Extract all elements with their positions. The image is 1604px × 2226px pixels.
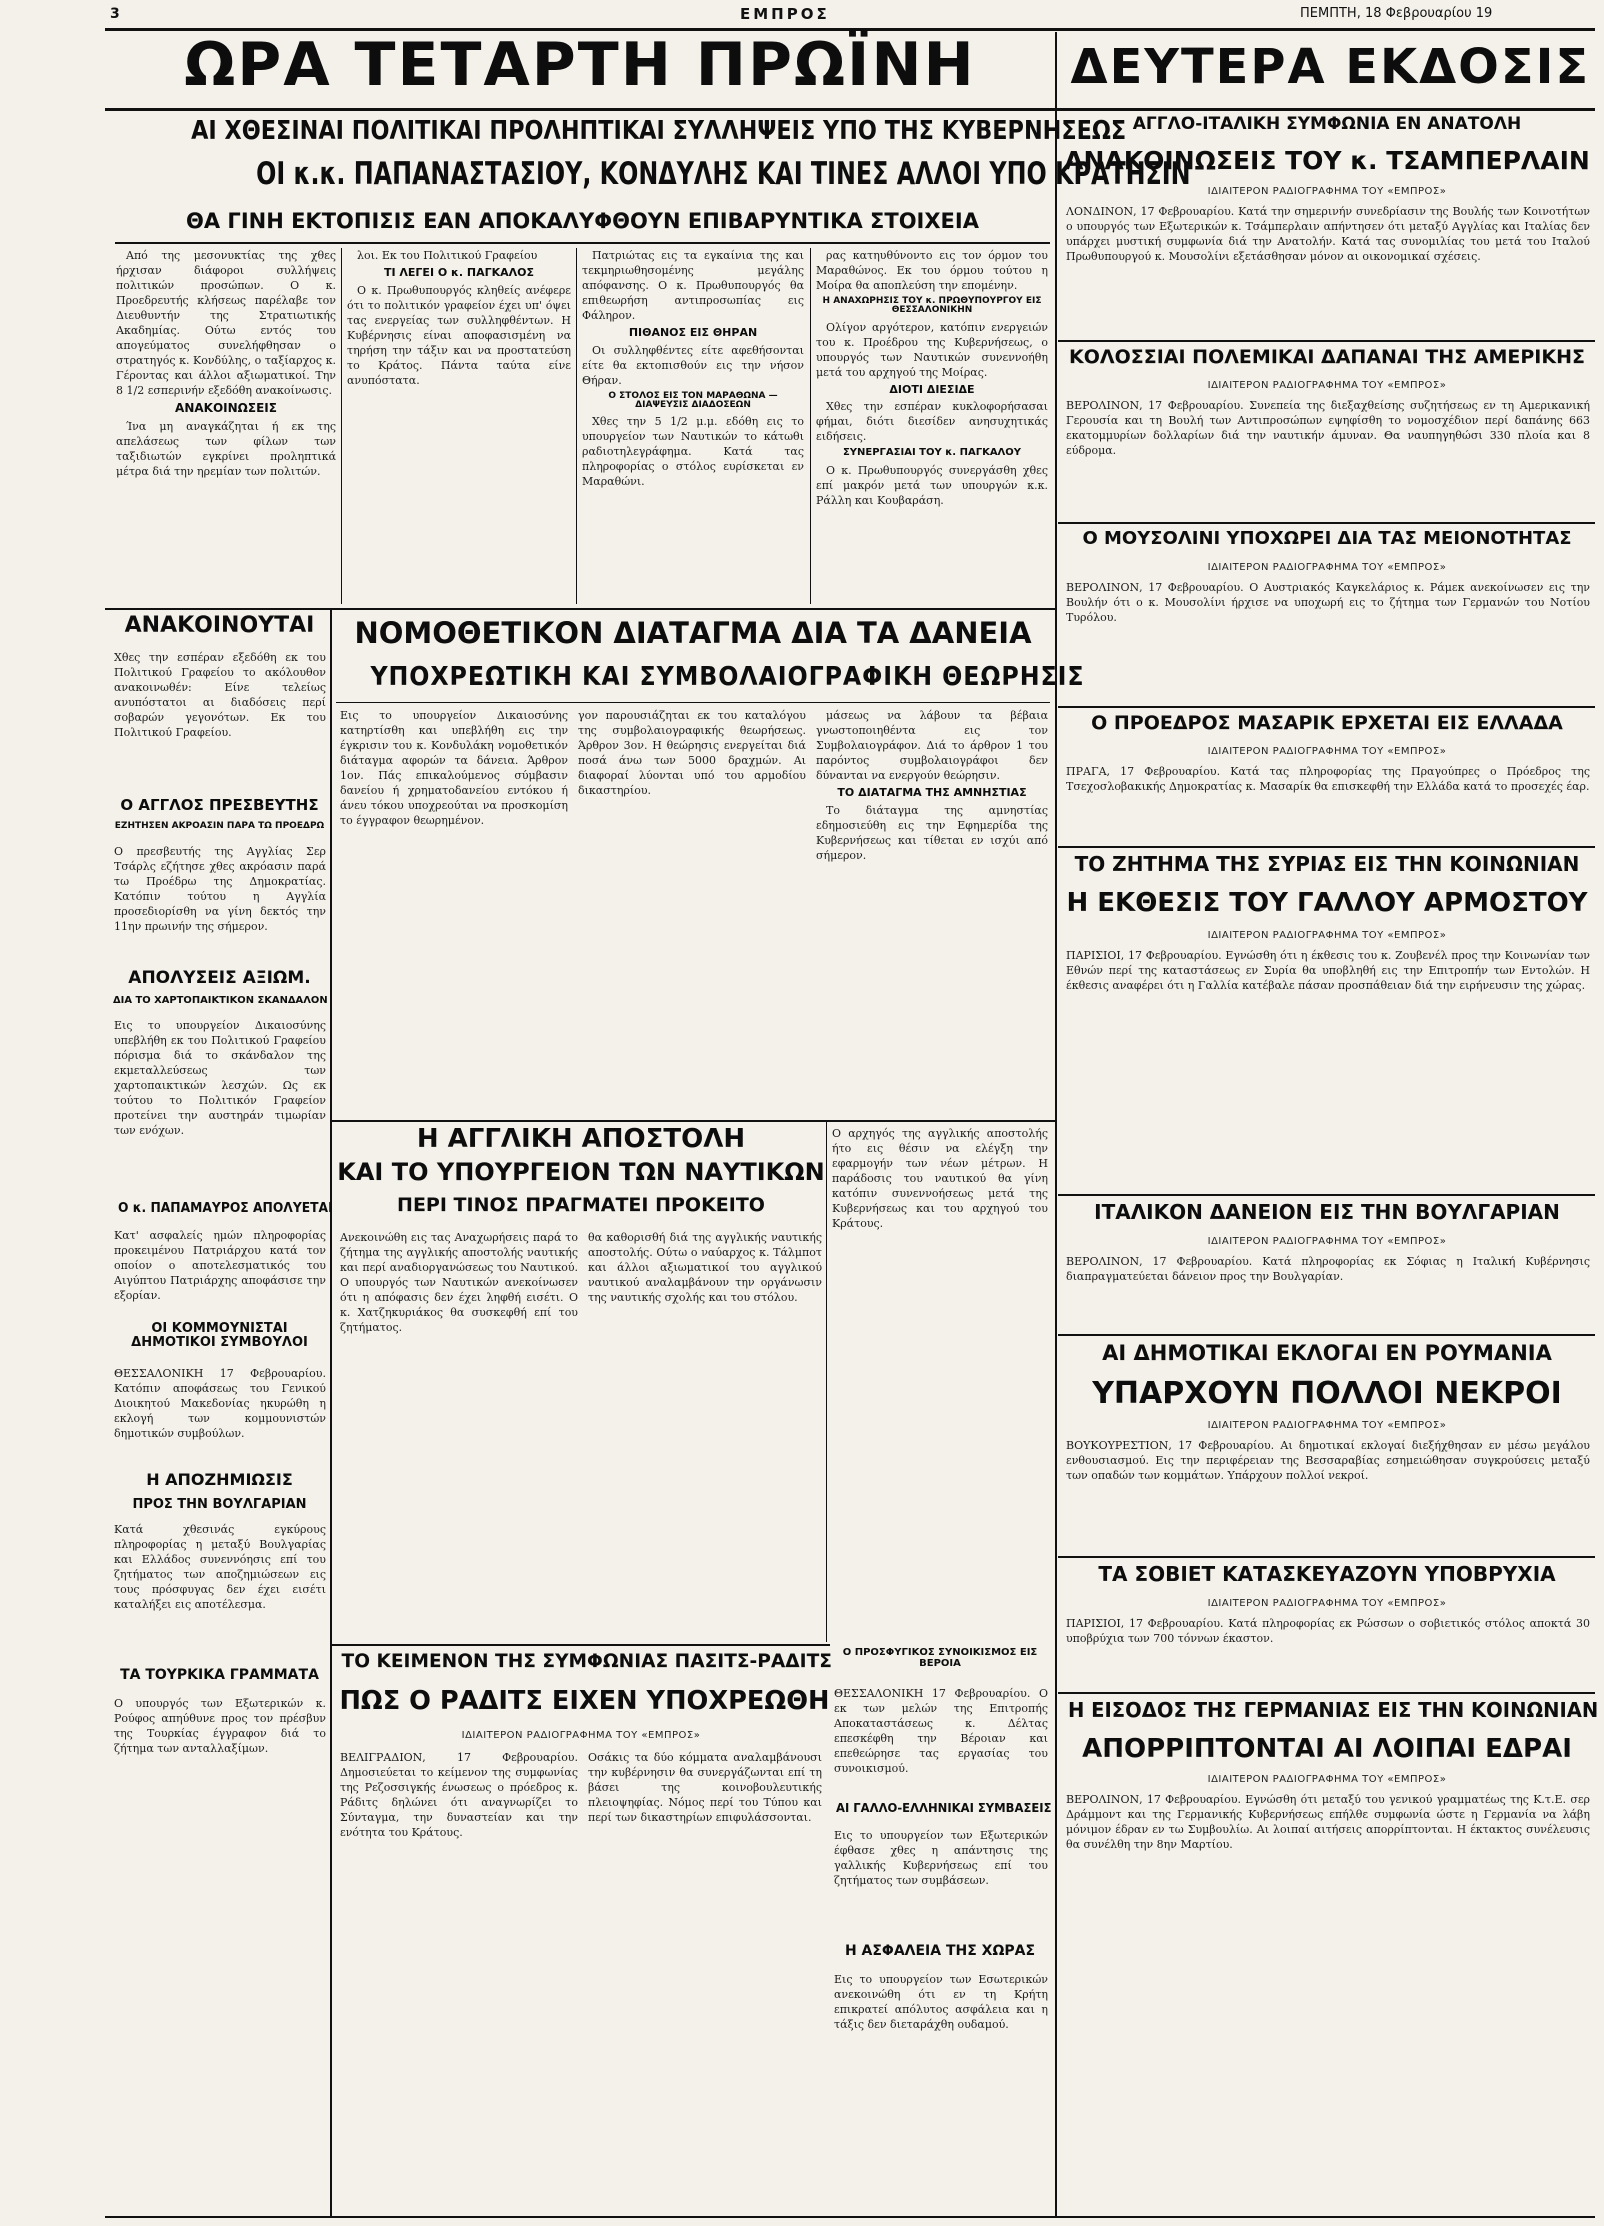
mousolini-headline: Ο ΜΟΥΣΟΛΙΝΙ ΥΠΟΧΩΡΕΙ ΔΙΑ ΤΑΣ ΜΕΙΟΝΟΤΗΤΑΣ xyxy=(1082,528,1572,549)
asfaleia-body: Εις το υπουργείον των Εσωτερικών ανεκοινώθη ότι εν τη Κρήτη επικρατεί απόλυτος ασφάλεια και η τάξις δεν διεταράχθη ουδαμού. xyxy=(834,1973,1048,2031)
ypovrychia-subhead: ΙΔΙΑΙΤΕΡΟΝ ΡΑΔΙΟΓΡΑΦΗΜΑ ΤΟΥ «ΕΜΠΡΟΣ» xyxy=(1207,1598,1447,1609)
arrests-col-4d-text: Ο κ. Πρωθυπουργός συνεργάσθη χθες επί μακρόν μετά των υπουργών κ.κ. Ράλλη και Κουβαράση. xyxy=(816,463,1048,507)
section-rule xyxy=(1058,340,1595,342)
arrests-col-3b-text: Οι συλληφθέντες είτε αφεθήσονται είτε θα εκτοπισθούν εις την νήσον Θήραν. xyxy=(582,343,804,387)
masarik-headline: Ο ΠΡΟΕΔΡΟΣ ΜΑΣΑΡΙΚ ΕΡΧΕΤΑΙ ΕΙΣ ΕΛΛΑΔΑ xyxy=(1091,712,1563,734)
kommounistai-body: ΘΕΣΣΑΛΟΝΙΚΗ 17 Φεβρουαρίου. Κατόπιν αποφάσεως του Γενικού Διοικητού Μακεδονίας ηκυρώθη η εκλογή των κομμουνιστών δημοτικών συμβούλων. xyxy=(114,1367,326,1440)
arrests-col-2b-text: Ο κ. Πρωθυπουργός κληθείς ανέφερε ότι το πολιτικόν γραφείον έχει υπ' όψει τας ενεργείας των συλληφθέντων. Η Κυβέρνησις είναι αποφασισμένη να τηρήση την τάξιν και να προστατεύση το Κράτος. Πάντα ταύτα είνε ανυπόστατα. xyxy=(347,283,571,387)
arrests-col-1-text: Από της μεσονυκτίας της χθες ήρχισαν διάφοροι συλλήψεις πολιτικών προσώπων. Ο κ. Προεδρευτής κλήσεως παρέλαβε τον Διευθυντήν της Στρατιωτικής Ακαδημίας. Ούτω εντός του απογεύματος συνελήφθησαν ο στρατηγός κ. Κονδύλης, ο ταξίαρχος κ. Γέροντας και άλλοι αξιωματικοί. Την 8 1/2 εσπερινήν εξεδόθη ανακοίνωσις. xyxy=(116,249,336,397)
arrests-col-3-subhead-1: ΠΙΘΑΝΟΣ ΕΙΣ ΘΗΡΑΝ xyxy=(628,326,758,339)
arrests-headline-2: ΟΙ κ.κ. ΠΑΠΑΝΑΣΤΑΣΙΟΥ, ΚΟΝΔΥΛΗΣ ΚΑΙ ΤΙΝΕΣ ΑΛΛΟΙ ΥΠΟ ΚΡΑΤΗΣΙΝ xyxy=(256,156,1191,192)
voulgaria-body: ΒΕΡΟΛΙΝΟΝ, 17 Φεβρουαρίου. Κατά πληροφορίας εκ Σόφιας η Ιταλική Κυβέρνησις διαπραγματεύεται δάνειον προς την Βουλγαρίαν. xyxy=(1066,1255,1590,1283)
asfaleia-headline: Η ΑΣΦΑΛΕΙΑ ΤΗΣ ΧΩΡΑΣ xyxy=(844,1943,1036,1959)
agglos-body: Ο πρεσβευτής της Αγγλίας Σερ Τσάρλς εζήτησε χθες ακρόασιν παρά τω Προέδρω της Δημοκρατίας. Κατόπιν τούτου η Αγγλία προσεδιορίσθη να γίνη δεκτός την 11ην πρωινήν της σήμερον. xyxy=(114,845,326,933)
amerikis-headline: ΚΟΛΟΣΣΙΑΙ ΠΟΛΕΜΙΚΑΙ ΔΑΠΑΝΑΙ ΤΗΣ ΑΜΕΡΙΚΗΣ xyxy=(1069,346,1585,368)
col-divider xyxy=(341,248,342,604)
ypovrychia-headline: ΤΑ ΣΟΒΙΕΤ ΚΑΤΑΣΚΕΥΑΖΟΥΝ ΥΠΟΒΡΥΧΙΑ xyxy=(1098,1562,1556,1586)
daneia-rule xyxy=(336,702,1050,703)
section-rule xyxy=(1058,522,1595,524)
arrests-col-1-subhead: ΑΝΑΚΟΙΝΩΣΕΙΣ xyxy=(175,401,277,415)
arrests-col-3 xyxy=(582,248,804,604)
col-divider xyxy=(826,1122,827,1642)
daneia-col-3-subhead: ΤΟ ΔΙΑΤΑΓΜΑ ΤΗΣ ΑΜΝΗΣΤΙΑΣ xyxy=(837,786,1027,799)
germania-headline-1: Η ΕΙΣΟΔΟΣ ΤΗΣ ΓΕΡΜΑΝΙΑΣ ΕΙΣ ΤΗΝ ΚΟΙΝΩΝΙΑΝ xyxy=(1067,1698,1599,1722)
section-rule xyxy=(330,1644,830,1646)
anatoli-subhead: ΙΔΙΑΙΤΕΡΟΝ ΡΑΔΙΟΓΡΑΦΗΜΑ ΤΟΥ «ΕΜΠΡΟΣ» xyxy=(1207,186,1447,197)
germania-subhead: ΙΔΙΑΙΤΕΡΟΝ ΡΑΔΙΟΓΡΑΦΗΜΑ ΤΟΥ «ΕΜΠΡΟΣ» xyxy=(1207,1774,1447,1785)
masarik-subhead: ΙΔΙΑΙΤΕΡΟΝ ΡΑΔΙΟΓΡΑΦΗΜΑ ΤΟΥ «ΕΜΠΡΟΣ» xyxy=(1207,746,1447,757)
section-rule xyxy=(1058,846,1595,848)
pasits-col-2: Οσάκις τα δύο κόμματα αναλαμβάνουσι την κυβέρνησιν θα συνεργάζωνται επί τη βάσει της κοινοβουλευτικής πλειοψηφίας. Νόμος περί του Τύπου και περί των δικαστηρίων επιφυλάσσονται. xyxy=(588,1751,822,1824)
papamavros-body: Κατ' ασφαλείς ημών πληροφορίας προκειμένου Πατριάρχου κατά τον οποίον ο αποτελεσματικός του Αιγύπτου Πατριάρχης αποφάσισε την εξορίαν. xyxy=(114,1229,326,1302)
apostoli-headline-1: Η ΑΓΓΛΙΚΗ ΑΠΟΣΤΟΛΗ xyxy=(416,1124,746,1154)
apostoli-headline-3: ΠΕΡΙ ΤΙΝΟΣ ΠΡΑΓΜΑΤΕΙ ΠΡΟΚΕΙΤΟ xyxy=(397,1194,765,1216)
apostoli-col-3: Ο αρχηγός της αγγλικής αποστολής ήτο εις θέσιν να ελέγξη την εφαρμογήν των νέων μέτρων. Η παράδοσις του ναυτικού θα γίνη κατόπιν συνεννοήσεως μετά της Κυβερνήσεως και του αρχηγού του Κράτους. xyxy=(832,1127,1048,1230)
anakoinothen-body: Χθες την εσπέραν εξεδόθη εκ του Πολιτικού Γραφείου το ακόλουθον ανακοινωθέν: Είνε τελείως ανυπόστατοι αι διαδόσεις περί σοβαρών γεγονότων. Εκ του Πολιτικού Γραφείου. xyxy=(114,651,326,739)
edition-divider xyxy=(1055,32,1057,2218)
page-bottom-rule xyxy=(105,2216,1595,2218)
apozimioseis-body: Κατά χθεσινάς εγκύρους πληροφορίας η μεταξύ Βουλγαρίας και Ελλάδος συνεννόησις επί του ζητήματος των αποζημιώσεων εις τους πρόσφυγας δεν έχει εισέτι καταλήξει εις αποτέλεσμα. xyxy=(114,1523,326,1611)
banner-right: ΔΕΥΤΕΡΑ ΕΚΔΟΣΙΣ xyxy=(1070,39,1591,95)
anatoli-headline-2: ΑΝΑΚΟΙΝΩΣΕΙΣ ΤΟΥ κ. ΤΣΑΜΠΕΡΛΑΙΝ xyxy=(1064,146,1590,175)
roumania-headline-2: ΥΠΑΡΧΟΥΝ ΠΟΛΛΟΙ ΝΕΚΡΟΙ xyxy=(1092,1376,1562,1411)
section-rule xyxy=(1058,1334,1595,1336)
masarik-body: ΠΡΑΓΑ, 17 Φεβρουαρίου. Κατά τας πληροφορίας της Πραγούπρες ο Πρόεδρος της Τσεχοσλοβακικής Δημοκρατίας κ. Μασαρίκ θα επισκεφθή την Ελλάδα κατά το προσεχές έαρ. xyxy=(1066,765,1590,793)
apostoli-col-2: θα καθορισθή διά της αγγλικής ναυτικής αποστολής. Ούτω ο ναύαρχος κ. Τάλμποτ και άλλοι αξιωματικοί του αγγλικού ναυτικού αναλαμβάνουν την οργάνωσιν της ναυτικής σχολής και του στόλου. xyxy=(588,1231,822,1304)
roumania-subhead: ΙΔΙΑΙΤΕΡΟΝ ΡΑΔΙΟΓΡΑΦΗΜΑ ΤΟΥ «ΕΜΠΡΟΣ» xyxy=(1207,1420,1447,1431)
agglos-subhead: ΕΖΗΤΗΣΕΝ ΑΚΡΟΑΣΙΝ ΠΑΡΑ ΤΩ ΠΡΟΕΔΡΩ xyxy=(114,821,325,831)
paper-name: ΕΜΠΡΟΣ xyxy=(740,5,830,23)
arrests-col-4-subhead-2: ΔΙΟΤΙ ΔΙΕΣΙΔΕ xyxy=(889,382,975,396)
anatoli-headline-1: ΑΓΓΛΟ-ΙΤΑΛΙΚΗ ΣΥΜΦΩΝΙΑ ΕΝ ΑΝΑΤΟΛΗ xyxy=(1132,114,1522,134)
mousolini-body: ΒΕΡΟΛΙΝΟΝ, 17 Φεβρουαρίου. Ο Αυστριακός Καγκελάριος κ. Ράμεκ ανεκοίνωσεν εις την Βουλήν ότι ο κ. Μουσολίνι ήρχισε να υποχωρή εις το ζήτημα των Γερμανών του Νοτίου Τυρόλου. xyxy=(1066,581,1590,624)
veroia-body: ΘΕΣΣΑΛΟΝΙΚΗ 17 Φεβρουαρίου. Ο εκ των μελών της Επιτροπής Αποκαταστάσεως κ. Δέλτας επεσκέφθη την Βέροιαν και επεθεώρησε τας εργασίας του συνοικισμού. xyxy=(834,1687,1048,1775)
tourkika-body: Ο υπουργός των Εξωτερικών κ. Ρούφος απηύθυνε προς τον πρέσβυν της Τουρκίας έγγραφον διά το ζήτημα των ανταλλαξίμων. xyxy=(114,1697,326,1755)
arrests-col-4-text: ρας κατηυθύνοντο εις τον όρμον του Μαραθώνος. Εκ του όρμου τούτου η Μοίρα θα αποπλεύση την επομένην. xyxy=(816,249,1048,292)
apolyseis-body: Εις το υπουργείον Δικαιοσύνης υπεβλήθη εκ του Πολιτικού Γραφείου πόρισμα διά το σκάνδαλον της εκμεταλλεύσεως των χαρτοπαικτικών λεσχών. Ως εκ τούτου το Πολιτικόν Γραφείον προτείνει την αυστηράν τιμωρίαν των ενόχων. xyxy=(114,1019,326,1137)
left-col-divider xyxy=(330,610,332,2218)
arrests-col-4c-text: Χθες την εσπέραν κυκλοφορήσασαι φήμαι, διότι διεσίδεν ανησυχητικάς ειδήσεις. xyxy=(816,400,1048,444)
daneia-col-3 xyxy=(816,708,1048,1116)
arrests-col-3-text: Πατριώτας εις τα εγκαίνια της και τεκμηριωθησομένης μεγάλης απόφανσης. Ο κ. Πρωθυπουργός θα επιθεωρήση αντιπροσωπίας εις Φάληρον. xyxy=(582,249,804,322)
symvaseis-headline: ΑΙ ΓΑΛΛΟ-ΕΛΛΗΝΙΚΑΙ ΣΥΜΒΑΣΕΙΣ xyxy=(836,1801,1052,1815)
arrests-col-2 xyxy=(347,248,571,604)
apostoli-col-1: Ανεκοινώθη εις τας Αναχωρήσεις παρά το ζήτημα της αγγλικής αποστολής ναυτικής και περί αναδιοργανώσεως του Ναυτικού. Ο υπουργός των Ναυτικών ανεκοίνωσεν ότι η απόφασις δεν έχει ληφθή εισέτι. Ο κ. Χατζηκυριάκος θα συσκεφθή επί του ζητήματος. xyxy=(340,1231,578,1334)
amerikis-body: ΒΕΡΟΛΙΝΟΝ, 17 Φεβρουαρίου. Συνεπεία της διεξαχθείσης συζητήσεως εν τη Αμερικανική Γερουσία και τη Βουλή των Αντιπροσώπων εψηφίσθη το νομοσχέδιον περί δαπάνης 663 εκατομμυρίων δολλαρίων διά την ναυτικήν άμυναν. Θα ναυπηγηθώσι 330 πλοία και 8 εύδρομα. xyxy=(1066,399,1590,457)
arrests-col-4-subhead-3: ΣΥΝΕΡΓΑΣΙΑΙ ΤΟΥ κ. ΠΑΓΚΑΛΟΥ xyxy=(842,447,1022,459)
apozimioseis-headline: Η ΑΠΟΖΗΜΙΩΣΙΣ xyxy=(146,1470,293,1489)
syria-headline-2: Η ΕΚΘΕΣΙΣ ΤΟΥ ΓΑΛΛΟΥ ΑΡΜΟΣΤΟΥ xyxy=(1066,888,1588,918)
apolyseis-headline: ΑΠΟΛΥΣΕΙΣ ΑΞΙΩΜ. xyxy=(128,968,311,988)
section-rule xyxy=(1058,1692,1595,1694)
syria-headline-1: ΤΟ ΖΗΤΗΜΑ ΤΗΣ ΣΥΡΙΑΣ ΕΙΣ ΤΗΝ ΚΟΙΝΩΝΙΑΝ xyxy=(1074,852,1580,876)
banner-left: ΩΡΑ ΤΕΤΑΡΤΗ ΠΡΩΪΝΗ xyxy=(184,30,976,100)
pasits-headline-1: ΤΟ ΚΕΙΜΕΝΟΝ ΤΗΣ ΣΥΜΦΩΝΙΑΣ ΠΑΣΙΤΣ-ΡΑΔΙΤΣ xyxy=(341,1650,832,1672)
issue-date: ΠΕΜΠΤΗ, 18 Φεβρουαρίου 19 xyxy=(1300,6,1493,21)
mousolini-subhead: ΙΔΙΑΙΤΕΡΟΝ ΡΑΔΙΟΓΡΑΦΗΜΑ ΤΟΥ «ΕΜΠΡΟΣ» xyxy=(1207,562,1447,573)
arrests-headline-1: ΑΙ ΧΘΕΣΙΝΑΙ ΠΟΛΙΤΙΚΑΙ ΠΡΟΛΗΠΤΙΚΑΙ ΣΥΛΛΗΨΕΙΣ ΥΠΟ ΤΗΣ ΚΥΒΕΡΝΗΣΕΩΣ xyxy=(191,116,1127,146)
roumania-headline-1: ΑΙ ΔΗΜΟΤΙΚΑΙ ΕΚΛΟΓΑΙ ΕΝ ΡΟΥΜΑΝΙΑ xyxy=(1102,1341,1552,1365)
arrests-col-4b-text: Ολίγον αργότερον, κατόπιν ενεργειών του κ. Προέδρου της Κυβερνήσεως, ο υπουργός των Ναυτικών συνεννοήθη μετά του αρχηγού της Μοίρας. xyxy=(816,320,1048,379)
section-rule xyxy=(1058,1194,1595,1196)
apostoli-headline-2: ΚΑΙ ΤΟ ΥΠΟΥΡΓΕΙΟΝ ΤΩΝ ΝΑΥΤΙΚΩΝ xyxy=(337,1158,825,1186)
section-rule xyxy=(1058,706,1595,708)
arrests-col-4 xyxy=(816,248,1048,604)
pasits-subhead: ΙΔΙΑΙΤΕΡΟΝ ΡΑΔΙΟΓΡΑΦΗΜΑ ΤΟΥ «ΕΜΠΡΟΣ» xyxy=(461,1730,701,1741)
pasits-headline-2: ΠΩΣ Ο ΡΑΔΙΤΣ ΕΙΧΕΝ ΥΠΟΧΡΕΩΘΗ xyxy=(339,1686,830,1716)
veroia-headline: Ο ΠΡΟΣΦΥΓΙΚΟΣ ΣΥΝΟΙΚΙΣΜΟΣ ΕΙΣ ΒΕΡΟΙΑ xyxy=(842,1647,1038,1669)
daneia-col-1: Εις το υπουργείον Δικαιοσύνης κατηρτίσθη και υπεβλήθη εις την έγκρισιν του κ. Κονδυλάκη νομοθετικόν διάταγμα αφορών τα δάνεια. Άρθρον 1ον. Πάς επικαλούμενος σύμβασιν δανείου ή χρηματοδανείου εντόκου ή άνευ τόκου υποχρεούται να προσκομίση το έγγραφον θεωρημένον. xyxy=(340,709,568,827)
daneia-col-3-text: μάσεως να λάβουν τα βέβαια γνωστοποιηθέντα εις τον Συμβολαιογράφον. Διά το άρθρον 1 του παρόντος συμβολαιογράφοι δεν δύνανται να ενεργούν θεώρησιν. xyxy=(816,709,1048,782)
section-rule xyxy=(105,608,1055,610)
arrests-col-4-subhead-1: Η ΑΝΑΧΩΡΗΣΙΣ ΤΟΥ κ. ΠΡΩΘΥΠΟΥΡΓΟΥ ΕΙΣ ΘΕΣΣΑΛΟΝΙΚΗΝ xyxy=(822,296,1042,316)
masthead xyxy=(0,0,1600,28)
germania-body: ΒΕΡΟΛΙΝΟΝ, 17 Φεβρουαρίου. Εγνώσθη ότι μεταξύ του γενικού γραμματέως της Κ.τ.Ε. σερ Δράμμοντ και της Γερμανικής Κυβερνήσεως επήλθε συμφωνία ώστε η Γερμανία να λάβη μόνιμον έδραν εν τω Συμβουλίω. Αι λοιπαί αιτήσεις απορρίπτονται. Η έκτακτος συνέλευσις θα συνέλθη την 8ην Μαρτίου. xyxy=(1066,1793,1590,1851)
arrests-col-3-subhead-2: Ο ΣΤΟΛΟΣ ΕΙΣ ΤΟΝ ΜΑΡΑΘΩΝΑ — ΔΙΑΨΕΥΣΙΣ ΔΙΑΔΟΣΕΩΝ xyxy=(608,390,778,410)
kommounistai-headline: ΟΙ ΚΟΜΜΟΥΝΙΣΤΑΙ ΔΗΜΟΤΙΚΟΙ ΣΥΜΒΟΥΛΟΙ xyxy=(131,1321,308,1350)
arrests-col-3c-text: Χθες την 5 1/2 μ.μ. εδόθη εις το υπουργείον των Ναυτικών το κάτωθι ραδιοτηλεγράφημα. Κατά τας πληροφορίας ο στόλος ευρίσκεται εν Μαραθώνι. xyxy=(582,415,804,489)
agglos-headline: Ο ΑΓΓΛΟΣ ΠΡΕΣΒΕΥΤΗΣ xyxy=(120,796,319,814)
voulgaria-subhead: ΙΔΙΑΙΤΕΡΟΝ ΡΑΔΙΟΓΡΑΦΗΜΑ ΤΟΥ «ΕΜΠΡΟΣ» xyxy=(1207,1236,1447,1247)
symvaseis-body: Εις το υπουργείον των Εξωτερικών έφθασε χθες η απάντησις της γαλλικής Κυβερνήσεως επί του ζητήματος των συμβάσεων. xyxy=(834,1829,1048,1887)
pasits-col-1: ΒΕΛΙΓΡΑΔΙΟΝ, 17 Φεβρουαρίου. Δημοσιεύεται το κείμενον της συμφωνίας της Ρεζοσσιγκής ένωσεως ο πρόεδρος κ. Ράδιτς δηλώνει ότι αναγνωρίζει το Σύνταγμα, την δυναστείαν και την ενότητα του Κράτους. xyxy=(340,1751,578,1839)
page-number: 3 xyxy=(110,6,120,22)
apolyseis-subhead: ΔΙΑ ΤΟ ΧΑΡΤΟΠΑΙΚΤΙΚΟΝ ΣΚΑΝΔΑΛΟΝ xyxy=(112,995,328,1006)
arrests-col-1 xyxy=(116,248,336,604)
arrests-rule xyxy=(115,242,1050,244)
daneia-subhead: ΥΠΟΧΡΕΩΤΙΚΗ ΚΑΙ ΣΥΜΒΟΛΑΙΟΓΡΑΦΙΚΗ ΘΕΩΡΗΣΙΣ xyxy=(370,662,1085,692)
ypovrychia-body: ΠΑΡΙΣΙΟΙ, 17 Φεβρουαρίου. Κατά πληροφορίας εκ Ρώσσων ο σοβιετικός στόλος αποκτά 30 υποβρύχια των 700 τόννων έκαστον. xyxy=(1066,1617,1590,1645)
papamavros-headline: Ο κ. ΠΑΠΑΜΑΥΡΟΣ ΑΠΟΛΥΕΤΑΙ xyxy=(118,1201,333,1216)
section-rule xyxy=(1058,1556,1595,1558)
arrests-col-1b-text: Ίνα μη αναγκάζηται ή εκ της απελάσεως των φίλων των ταξιδιωτών εγκρίνει προληπτικά μέτρα διά την ηρεμίαν των πολιτών. xyxy=(116,419,336,478)
syria-subhead: ΙΔΙΑΙΤΕΡΟΝ ΡΑΔΙΟΓΡΑΦΗΜΑ ΤΟΥ «ΕΜΠΡΟΣ» xyxy=(1207,930,1447,941)
arrests-headline-3: ΘΑ ΓΙΝΗ ΕΚΤΟΠΙΣΙΣ ΕΑΝ ΑΠΟΚΑΛΥΦΘΟΥΝ ΕΠΙΒΑΡΥΝΤΙΚΑ ΣΤΟΙΧΕΙΑ xyxy=(186,209,979,233)
syria-body: ΠΑΡΙΣΙΟΙ, 17 Φεβρουαρίου. Εγνώσθη ότι η έκθεσις του κ. Ζουβενέλ προς την Κοινωνίαν των Εθνών περί της καταστάσεως εν Συρία θα υποβληθή εις την Επιτροπήν των Εντολών. Η έκθεσις αναφέρει ότι η Γαλλία κατέβαλε πάσαν προσπάθειαν διά την ειρήνευσιν της χώρας. xyxy=(1066,949,1590,992)
daneia-col-2: γον παρουσιάζηται εκ του καταλόγου της συμβολαιογραφικής θεωρήσεως. Άρθρον 3ον. Η θεώρησις ενεργείται διά ποσά άνω των 5000 δραχμών. Αι διαφοραί λύονται υπό του αρμοδίου δικαστηρίου. xyxy=(578,709,806,797)
daneia-col-3b-text: Το διάταγμα της αμνηστίας εδημοσιεύθη εις την Εφημερίδα της Κυβερνήσεως και τίθεται εν ισχύι από σήμερον. xyxy=(816,803,1048,862)
daneia-headline: ΝΟΜΟΘΕΤΙΚΟΝ ΔΙΑΤΑΓΜΑ ΔΙΑ ΤΑ ΔΑΝΕΙΑ xyxy=(354,616,1032,650)
banner-rule xyxy=(105,108,1595,111)
roumania-body: ΒΟΥΚΟΥΡΕΣΤΙΟΝ, 17 Φεβρουαρίου. Αι δημοτικαί εκλογαί διεξήχθησαν εν μέσω μεγάλου ενθουσιασμού. Εις την περιφέρειαν της Βεσσαραβίας εσημειώθησαν συγκρούσεις μεταξύ των οπαδών των κομμάτων. Υπάρχουν πολλοί νεκροί. xyxy=(1066,1439,1590,1482)
col-divider xyxy=(576,248,577,604)
voulgaria-headline: ΙΤΑΛΙΚΟΝ ΔΑΝΕΙΟΝ ΕΙΣ ΤΗΝ ΒΟΥΛΓΑΡΙΑΝ xyxy=(1094,1200,1560,1224)
col-divider xyxy=(810,248,811,604)
amerikis-subhead: ΙΔΙΑΙΤΕΡΟΝ ΡΑΔΙΟΓΡΑΦΗΜΑ ΤΟΥ «ΕΜΠΡΟΣ» xyxy=(1207,380,1447,391)
section-rule xyxy=(330,1120,1055,1122)
anakoinothen-headline: ΑΝΑΚΟΙΝΟΥΤΑΙ xyxy=(124,613,315,638)
germania-headline-2: ΑΠΟΡΡΙΠΤΟΝΤΑΙ ΑΙ ΛΟΙΠΑΙ ΕΔΡΑΙ xyxy=(1082,1734,1572,1764)
arrests-col-2-subhead: ΤΙ ΛΕΓΕΙ Ο κ. ΠΑΓΚΑΛΟΣ xyxy=(383,266,535,279)
arrests-col-2-text: λοι. Εκ του Πολιτικού Γραφείου xyxy=(357,249,538,262)
anatoli-body: ΛΟΝΔΙΝΟΝ, 17 Φεβρουαρίου. Κατά την σημερινήν συνεδρίασιν της Βουλής των Κοινοτήτων ο υπουργός των Εξωτερικών κ. Τσάμπερλαιν απήντησεν ότι μεταξύ Αγγλίας και Ιταλίας δεν υπάρχει μυστική συμφωνία διά την Ανατολήν. Κατά τας συνομιλίας του μετά του Ιταλού Πρωθυπουργού κ. Μουσολίνι εξετάσθησαν μόνον αι οικονομικαί σχέσεις. xyxy=(1066,205,1590,263)
tourkika-headline: ΤΑ ΤΟΥΡΚΙΚΑ ΓΡΑΜΜΑΤΑ xyxy=(120,1667,319,1683)
apozimioseis-subhead: ΠΡΟΣ ΤΗΝ ΒΟΥΛΓΑΡΙΑΝ xyxy=(132,1497,307,1512)
